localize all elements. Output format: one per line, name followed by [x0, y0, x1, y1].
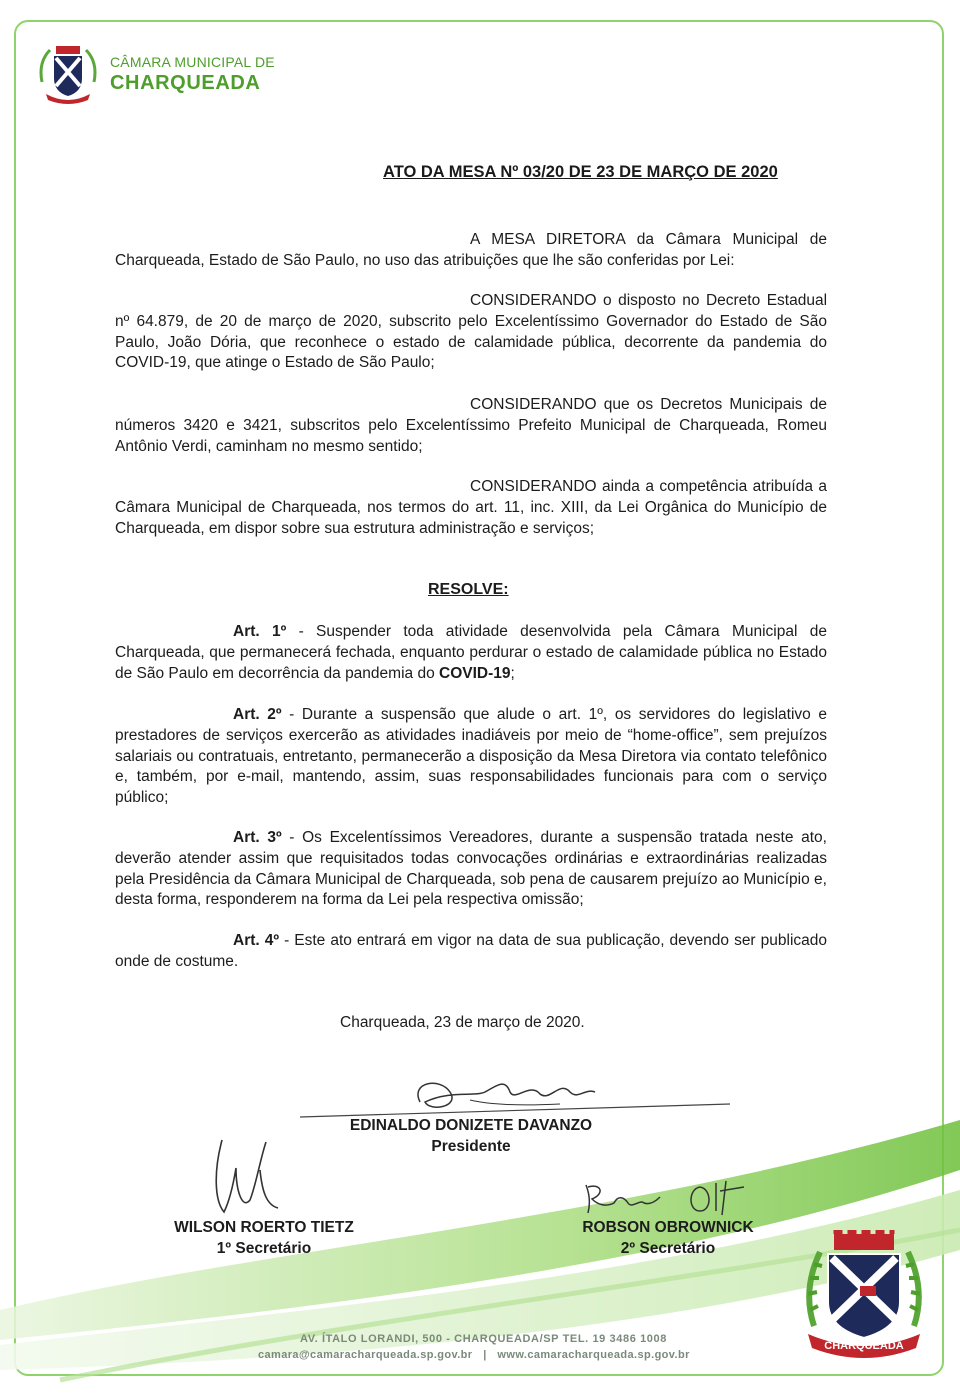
article-3-label: Art. 3º: [233, 829, 282, 846]
footer-website[interactable]: www.camaracharqueada.sp.gov.br: [497, 1349, 690, 1361]
coat-of-arms-icon: [36, 42, 100, 106]
article-1-end: ;: [510, 664, 515, 682]
first-secretary-role: 1º Secretário: [216, 1240, 312, 1257]
considerando-1-lead: CONSIDERANDO o disposto no Decreto: [470, 292, 761, 309]
dateline: Charqueada, 23 de março de 2020.: [340, 1014, 585, 1031]
letterhead: [36, 42, 296, 106]
article-3: [115, 828, 827, 911]
considerando-1: [115, 291, 827, 374]
considerando-1-rest: Estadual nº 64.879, de 20 de março de 2020, subscrito pelo Excelentíssimo Governador do Estado de São Paulo, João Dória, que reconhece o estado de calamidade pública, decorrente da pandemia do COVID-19, que atinge o Estado de São Paulo;: [115, 292, 828, 372]
institution-name-line1: CÂMARA MUNICIPAL DE: [110, 54, 275, 70]
considerando-2-rest: de números 3420 e 3421, subscritos pelo Excelentíssimo Prefeito Municipal de Charqueada, Romeu Antônio Verdi, caminham no mesmo sentido;: [115, 396, 827, 455]
first-secretary-signature: [200, 1130, 290, 1220]
article-1: [115, 622, 827, 684]
considerando-3-lead: CONSIDERANDO ainda a competência: [470, 478, 748, 495]
article-2: [115, 705, 827, 809]
document-title: ATO DA MESA Nº 03/20 DE 23 DE MARÇO DE 2020: [383, 163, 778, 181]
article-4-text: - Este ato entrará em vigor na data de sua publicação, devendo ser publicado onde de costume.: [115, 932, 827, 970]
article-1-label: Art. 1º: [233, 623, 287, 640]
article-2-text: - Durante a suspensão que alude o art. 1º, os servidores do legislativo e prestadores de serviços exercerão as atividades inadiáveis por meio de “home-office”, sem prejuízos salariais ou contratuais, entretanto, permanecerão a disposição da Mesa Diretora via contato telefônico e, também, por e-mail, mantendo, assim, suas responsabilidades funcionais para com o serviço público;: [115, 706, 827, 807]
intro-lead: A MESA DIRETORA da Câmara Municipal de: [470, 231, 827, 248]
footer-contact: [258, 1349, 690, 1361]
president-role: Presidente: [431, 1138, 511, 1155]
second-secretary-role: 2º Secretário: [620, 1240, 716, 1257]
considerando-3-rest: atribuída a Câmara Municipal de Charqueada, nos termos do art. 11, inc. XIII, da Lei Orgânica do Município de Charqueada, em dispor sobre sua estrutura administração e serviços;: [115, 478, 827, 537]
president-signature: [300, 1062, 740, 1122]
municipal-crest-icon: [800, 1230, 928, 1360]
intro-rest: Charqueada, Estado de São Paulo, no uso das atribuições que lhe são conferidas por Lei:: [115, 251, 735, 269]
considerando-2-lead: CONSIDERANDO que os Decretos Municipais: [470, 396, 803, 413]
resolve-heading: RESOLVE:: [428, 581, 509, 598]
article-3-text: - Os Excelentíssimos Vereadores, durante a suspensão tratada neste ato, deverão atender assim que requisitados todas convocações ordinárias e extraordinárias realizadas pela Presidência da Câmara Municipal de Charqueada, sob pena de causarem prejuízo ao Município e, desta forma, responderem na forma da Lei pela respectiva omissão;: [115, 829, 827, 909]
article-1-text: - Suspender toda atividade desenvolvida pela Câmara Municipal de Charqueada, que permanecerá fechada, enquanto perdurar o estado de calamidade pública no Estado de São Paulo em decorrência da pandemia do: [115, 623, 827, 682]
article-1-emphasis: COVID-19: [439, 664, 511, 682]
article-4-label: Art. 4º: [233, 932, 280, 949]
footer-email[interactable]: camara@camaracharqueada.sp.gov.br: [258, 1349, 473, 1361]
crest-banner-text: CHARQUEADA: [824, 1340, 904, 1352]
article-2-label: Art. 2º: [233, 706, 282, 723]
intro-paragraph: [115, 230, 827, 272]
footer-address: AV. ÍTALO LORANDI, 500 - CHARQUEADA/SP TEL. 19 3486 1008: [300, 1333, 667, 1345]
first-secretary-name: WILSON ROERTO TIETZ: [174, 1219, 354, 1236]
considerando-2: [115, 395, 827, 457]
second-secretary-name: ROBSON OBROWNICK: [582, 1219, 754, 1236]
article-4: [115, 931, 827, 973]
footer-separator: |: [483, 1349, 487, 1361]
second-secretary-signature: [580, 1175, 760, 1220]
considerando-3: [115, 477, 827, 539]
president-name: EDINALDO DONIZETE DAVANZO: [349, 1117, 593, 1134]
institution-name-line2: CHARQUEADA: [110, 72, 261, 94]
